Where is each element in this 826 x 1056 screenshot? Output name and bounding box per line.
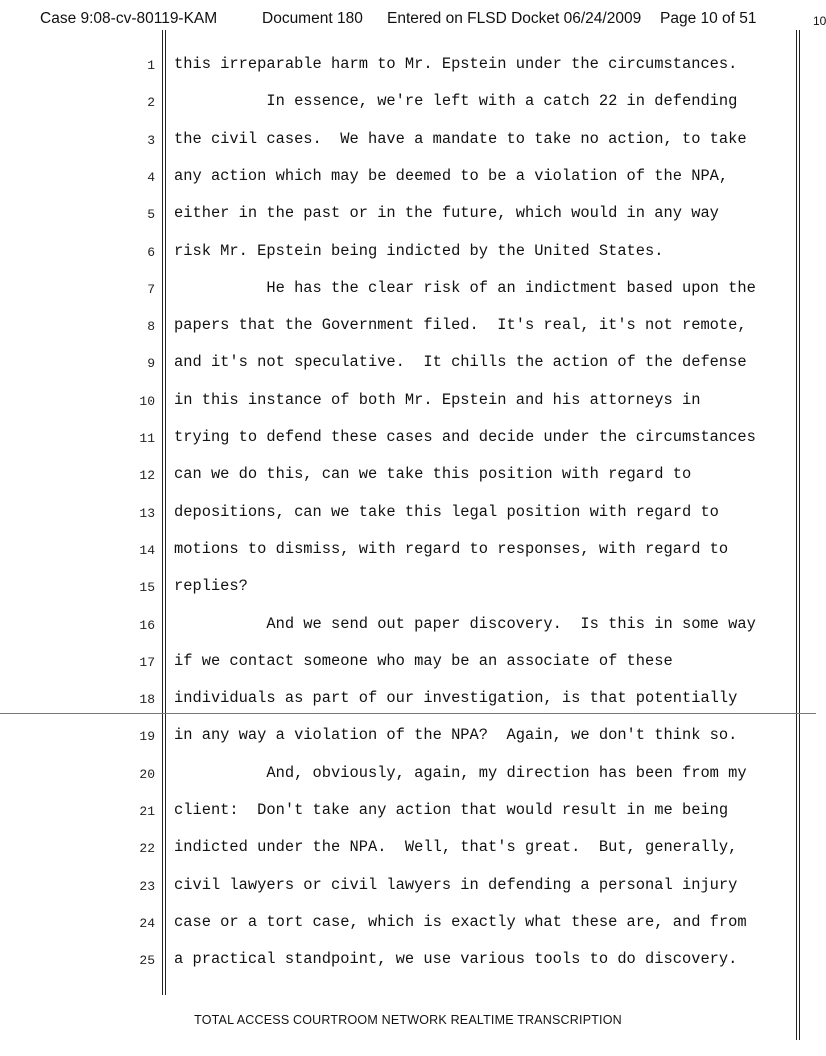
line-number: 13 (139, 505, 155, 521)
line-number: 3 (147, 132, 155, 148)
line-text: civil lawyers or civil lawyers in defending a personal injury (174, 875, 738, 894)
line-text: In essence, we're left with a catch 22 in defending (174, 92, 738, 111)
transcript-line (0, 380, 816, 412)
line-number: 9 (147, 356, 155, 372)
line-number: 2 (147, 95, 155, 111)
transcript-line (0, 44, 816, 76)
page-count: Page 10 of 51 (660, 10, 757, 27)
line-number: 14 (139, 542, 155, 558)
line-text: a practical standpoint, we use various tools to do discovery. (174, 950, 738, 969)
line-number: 7 (147, 281, 155, 297)
line-number: 17 (139, 654, 155, 670)
transcript-line (0, 827, 816, 859)
line-text: depositions, can we take this legal position with regard to (174, 502, 719, 521)
line-text: risk Mr. Epstein being indicted by the United States. (174, 241, 664, 260)
page-footer: TOTAL ACCESS COURTROOM NETWORK REALTIME TRANSCRIPTION (194, 1013, 622, 1027)
line-text: individuals as part of our investigation, is that potentially (174, 689, 738, 708)
transcript-line (0, 305, 816, 337)
line-number: 12 (139, 468, 155, 484)
line-text: And we send out paper discovery. Is this in some way (174, 614, 756, 633)
line-text: And, obviously, again, my direction has been from my (174, 763, 747, 782)
transcript-page-number: 10 (813, 14, 826, 28)
line-number: 15 (139, 580, 155, 596)
transcript-line (0, 865, 816, 897)
transcript-line (0, 193, 816, 225)
line-text: trying to defend these cases and decide under the circumstances (174, 428, 756, 446)
transcript-line (0, 604, 816, 636)
line-number: 10 (139, 393, 155, 409)
line-number: 25 (139, 953, 155, 969)
line-text: replies? (174, 577, 248, 596)
line-number: 23 (139, 878, 155, 894)
line-text: case or a tort case, which is exactly what these are, and from (174, 912, 747, 931)
line-text: and it's not speculative. It chills the action of the defense (174, 353, 747, 372)
transcript-line (0, 417, 816, 449)
line-number: 21 (139, 804, 155, 819)
line-text: either in the past or in the future, which would in any way (174, 204, 719, 223)
line-number: 11 (139, 431, 155, 446)
line-text: indicted under the NPA. Well, that's great. But, generally, (174, 838, 738, 857)
transcript-line (0, 156, 816, 188)
transcript-line (0, 342, 816, 374)
line-number: 16 (139, 617, 155, 633)
transcript-line (0, 902, 816, 934)
line-text: if we contact someone who may be an associate of these (174, 651, 673, 670)
line-number: 20 (139, 766, 155, 782)
line-number: 1 (147, 58, 155, 73)
transcript-line (0, 939, 816, 971)
transcript-line (0, 790, 816, 822)
transcript-line (0, 715, 816, 747)
line-text: can we do this, can we take this position with regard to (174, 465, 692, 484)
line-text: in any way a violation of the NPA? Again, we don't think so. (174, 726, 738, 745)
transcript-line (0, 678, 816, 710)
line-text: papers that the Government filed. It's real, it's not remote, (174, 316, 747, 335)
case-number: Case 9:08-cv-80119-KAM (40, 10, 218, 27)
document-number: Document 180 (262, 10, 363, 27)
line-number: 6 (147, 244, 155, 260)
line-number: 5 (147, 207, 155, 223)
transcript-line (0, 268, 816, 300)
transcript-line (0, 566, 816, 598)
line-text: in this instance of both Mr. Epstein and his attorneys in (174, 390, 701, 409)
line-number: 18 (139, 692, 155, 708)
transcript-line (0, 641, 816, 673)
line-text: this irreparable harm to Mr. Epstein under the circumstances. (174, 55, 738, 73)
line-number: 4 (147, 169, 155, 185)
transcript-line (0, 81, 816, 113)
transcript-line (0, 454, 816, 486)
transcript-line (0, 753, 816, 785)
line-text: any action which may be deemed to be a violation of the NPA, (174, 166, 729, 185)
transcript-line (0, 529, 816, 561)
line-text: client: Don't take any action that would result in me being (174, 801, 729, 819)
line-number: 8 (147, 319, 155, 335)
line-number: 19 (139, 729, 155, 745)
docket-entry-date: Entered on FLSD Docket 06/24/2009 (387, 10, 642, 27)
line-number: 24 (139, 915, 155, 931)
transcript-line (0, 119, 816, 151)
line-text: He has the clear risk of an indictment based upon the (174, 278, 756, 297)
scan-line-artifact (0, 713, 816, 714)
line-text: motions to dismiss, with regard to responses, with regard to (174, 539, 729, 558)
line-number: 22 (139, 841, 155, 857)
transcript-line (0, 492, 816, 524)
line-text: the civil cases. We have a mandate to take no action, to take (174, 129, 747, 148)
transcript-line (0, 231, 816, 263)
